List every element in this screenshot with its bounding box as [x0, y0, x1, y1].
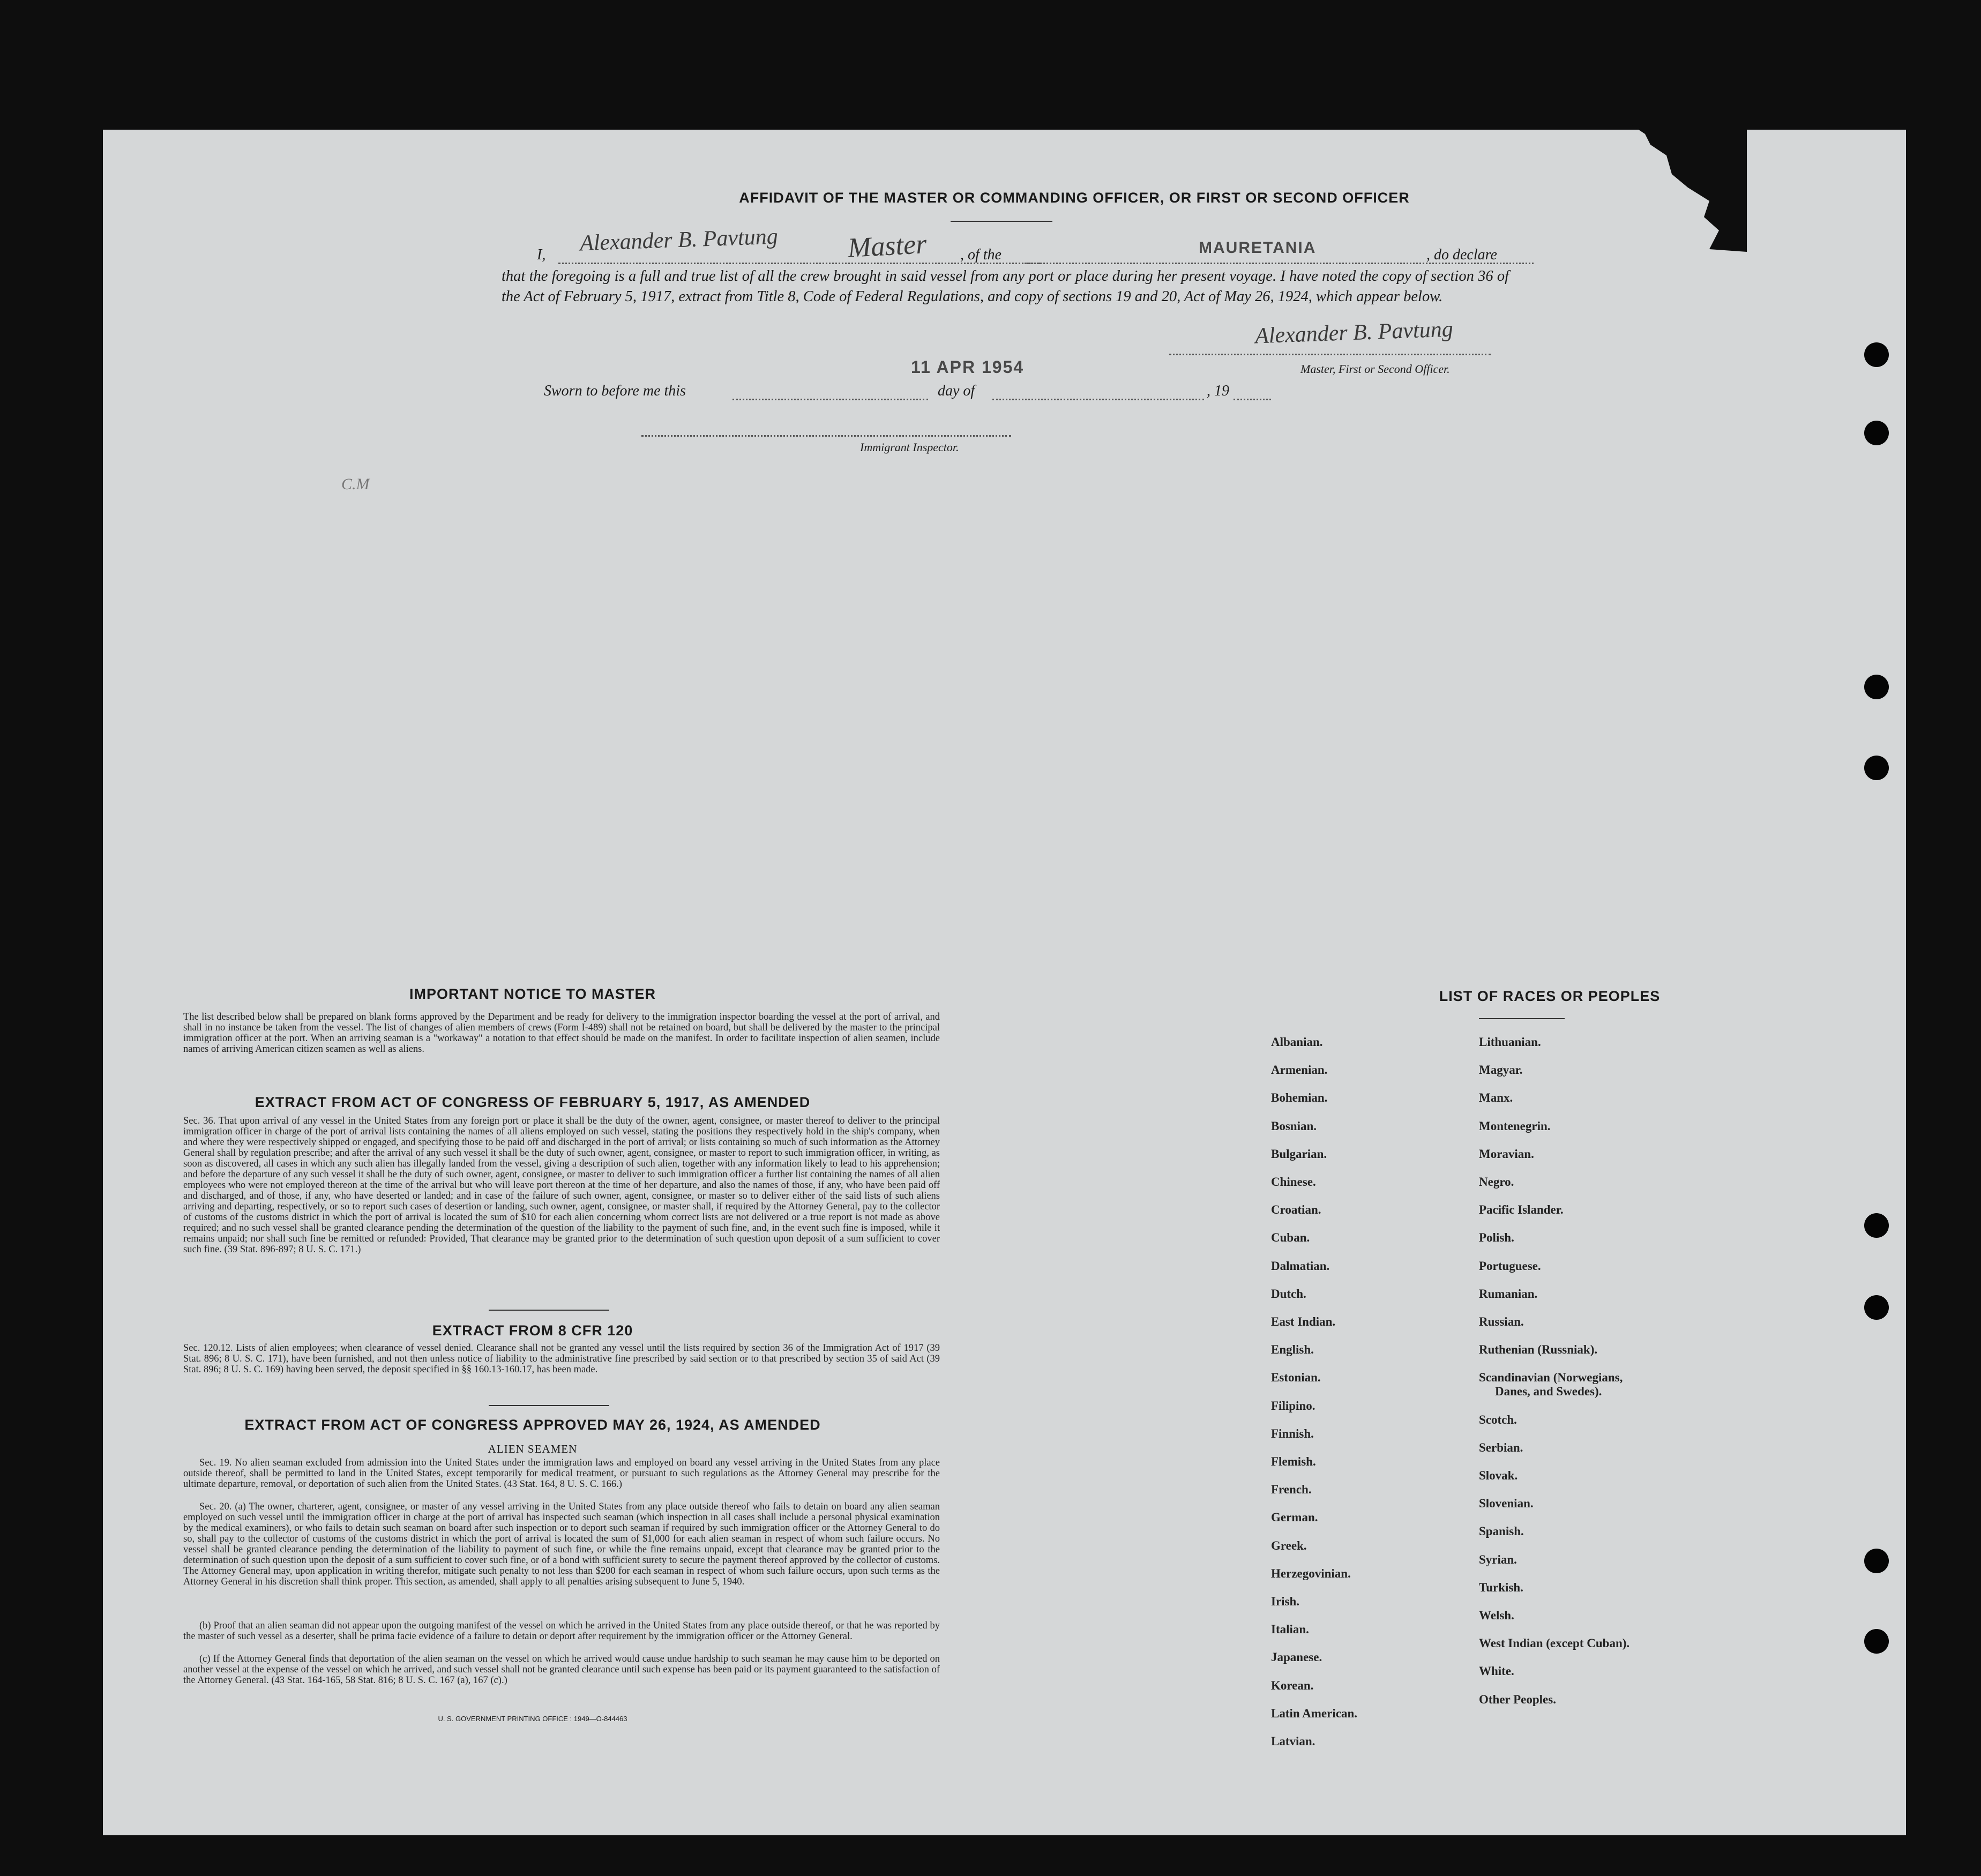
rule-2 [489, 1405, 609, 1406]
race-item: Japanese. [1271, 1650, 1322, 1664]
alien-seamen-subtitle: ALIEN SEAMEN [488, 1442, 578, 1455]
races-title: LIST OF RACES OR PEOPLES [1439, 988, 1661, 1004]
race-item: German. [1271, 1511, 1318, 1524]
extract-1924-title: EXTRACT FROM ACT OF CONGRESS APPROVED MAY 26, 1924, AS AMENDED [244, 1417, 821, 1433]
race-item: Chinese. [1271, 1175, 1316, 1189]
sworn-label: Sworn to before me this [544, 383, 686, 399]
i-label: I, [537, 246, 546, 263]
sworn-day-line [732, 399, 928, 400]
punch-hole-8 [1864, 1629, 1889, 1654]
race-item: Turkish. [1479, 1580, 1523, 1594]
of-the-label: , of the [960, 246, 1001, 263]
race-item: French. [1271, 1483, 1312, 1497]
race-item: Spanish. [1479, 1524, 1524, 1538]
day-of-label: day of [938, 383, 975, 399]
officer-signature: Alexander B. Pavtung [579, 224, 779, 256]
punch-hole-7 [1864, 1549, 1889, 1573]
sworn-month-line [992, 399, 1204, 400]
master-signature: Alexander B. Pavtung [1254, 317, 1454, 349]
race-item: Ruthenian (Russniak). [1479, 1343, 1598, 1357]
race-item: Moravian. [1479, 1147, 1534, 1161]
race-item: Slovak. [1479, 1469, 1518, 1482]
signature-caption: Master, First or Second Officer. [1300, 362, 1450, 376]
rule-1 [489, 1310, 609, 1311]
race-item: Montenegrin. [1479, 1119, 1551, 1133]
race-item: Portuguese. [1479, 1259, 1541, 1273]
race-item: Latvian. [1271, 1735, 1315, 1748]
extract-cfr-text: Sec. 120.12. Lists of alien employees; when clearance of vessel denied. Clearance shall not be granted any vessel until the lists required by section 36 of the Immigration Act of 1917 (39 Stat. 896; 8 U. S. C. 171), have been furnished, and not then unless notice of liability to the administrative fine prescribed by said section or to that prescribed by section 35 of said Act (39 Stat. 896; 8 U. S. C. 169) having been served, the deposit specified in §§ 160.13-160.17, has been made. [183, 1343, 940, 1375]
race-item: Greek. [1271, 1538, 1307, 1552]
sec-20c-text: (c) If the Attorney General finds that deportation of the alien seaman on the vessel on which he arrived would cause undue hardship to such seaman he may cause him to be deported on another vessel at the expense of the vessel on which he arrived, and such vessel shall not be granted clearance until such expense has been paid or its payment guaranteed to the satisfaction of the Attorney General. (43 Stat. 164-165, 58 Stat. 816; 8 U. S. C. 167 (a), 167 (c).) [183, 1654, 940, 1686]
margin-mark: C.M [341, 475, 370, 493]
race-item: Welsh. [1479, 1609, 1514, 1622]
race-item: Pacific Islander. [1479, 1203, 1564, 1217]
punch-hole-1 [1864, 342, 1889, 367]
race-item: English. [1271, 1343, 1314, 1357]
race-item: Korean. [1271, 1678, 1314, 1692]
race-item: Magyar. [1479, 1063, 1523, 1077]
inspector-line [641, 435, 1011, 437]
race-item: Dutch. [1271, 1287, 1306, 1301]
notice-title: IMPORTANT NOTICE TO MASTER [409, 986, 656, 1002]
year-prefix: , 19 [1207, 383, 1229, 399]
race-item: Lithuanian. [1479, 1035, 1541, 1049]
race-item: Irish. [1271, 1595, 1300, 1608]
race-item: Croatian. [1271, 1203, 1321, 1217]
extract-1917-text: Sec. 36. That upon arrival of any vessel in the United States from any foreign port or place it shall be the duty of the owner, agent, consignee, or master thereof to deliver to the principal immigration officer in charge of the port of arrival lists containing the names of all aliens employed on such vessel, stating the positions they respectively hold in the ship's company, when and where they were respectively shipped or engaged, and specifying those to be paid off and discharged in the port of arrival; or lists containing so much of such information as the Attorney General shall by regulation prescribe; and after the arrival of any such vessel it shall be the duty of such owner, agent, consignee, or master to report to such immigration officer, in writing, as soon as discovered, all cases in which any such alien has illegally landed from the vessel, giving a description of such alien, together with any information likely to lead to his apprehension; and before the departure of any such vessel it shall be the duty of such owner, agent, consignee, or master to deliver to such immigration officer a further list containing the names of all alien employees who were not employed thereon at the time of the arrival but who will leave port thereon at the time of her departure, and also the names of those, if any, who have been paid off and discharged, and of those, if any, who have deserted or landed; and in case of the failure of such owner, agent, consignee, or master so to deliver either of the said lists of such aliens arriving and departing, respectively, or so to report such cases of desertion or landing, such owner, agent, consignee, or master shall, if required by the Attorney General, pay to the collector of customs of the customs district in which the port of arrival is located the sum of $10 for each alien concerning whom correct lists are not delivered or a true report is not made as above required; and no such vessel shall be granted clearance pending the determination of the question of the liability to the payment of such fine, and, in the event such fine is imposed, while it remains unpaid; nor shall such fine be remitted or refunded: Provided, That clearance may be granted prior to the determination of such question upon deposit of a sum sufficient to cover such fine. (39 Stat. 896-897; 8 U. S. C. 171.) [183, 1116, 940, 1255]
race-item: Flemish. [1271, 1455, 1316, 1468]
race-item: Dalmatian. [1271, 1259, 1330, 1273]
race-item: Scotch. [1479, 1412, 1517, 1426]
race-item: Herzegovinian. [1271, 1566, 1351, 1580]
race-item: Bohemian. [1271, 1091, 1328, 1105]
rank-handwritten: Master [847, 229, 928, 264]
date-stamp: 11 APR 1954 [911, 357, 1025, 377]
do-declare-label: , do declare [1426, 246, 1497, 263]
race-item: Danes, and Swedes). [1495, 1385, 1602, 1399]
race-item: Other Peoples. [1479, 1692, 1556, 1706]
race-item: Filipino. [1271, 1399, 1315, 1412]
race-item: Cuban. [1271, 1231, 1310, 1245]
vessel-name: MAURETANIA [1199, 239, 1317, 257]
race-item: Polish. [1479, 1231, 1514, 1245]
race-item: Syrian. [1479, 1552, 1517, 1566]
race-item: Russian. [1479, 1315, 1524, 1328]
punch-hole-5 [1864, 1213, 1889, 1238]
race-item: West Indian (except Cuban). [1479, 1636, 1630, 1650]
race-item: Rumanian. [1479, 1287, 1538, 1301]
punch-hole-4 [1864, 756, 1889, 780]
race-item: Serbian. [1479, 1440, 1523, 1454]
notice-text: The list described below shall be prepared on blank forms approved by the Department and be ready for delivery to the immigration inspector boarding the vessel at the port of arrival, and shall in no instance be taken from the vessel. The list of changes of alien members of crews (Form I-489) shall not be retained on board, but shall be delivered by the master to the principal immigration officer at the port. When an arriving seaman is a "workaway" a notation to that effect should be made on the manifest. In order to facilitate inspection of alien seamen, include names of arriving American citizen seamen as well as aliens. [183, 1012, 940, 1055]
title-rule [951, 221, 1052, 222]
affidavit-title: AFFIDAVIT OF THE MASTER OR COMMANDING OFFICER, OR FIRST OR SECOND OFFICER [739, 190, 1410, 206]
races-rule [1479, 1018, 1565, 1019]
race-item: Latin American. [1271, 1706, 1357, 1720]
race-item: Slovenian. [1479, 1497, 1534, 1511]
race-item: Finnish. [1271, 1426, 1314, 1440]
torn-corner [1629, 123, 1747, 252]
punch-hole-2 [1864, 421, 1889, 445]
race-item: Estonian. [1271, 1371, 1321, 1385]
sec-19-text: Sec. 19. No alien seaman excluded from admission into the United States under the immigration laws and employed on board any vessel arriving in the United States from any place outside thereof, shall be permitted to land in the United States, except temporarily for medical treatment, or pursuant to such regulations as the Attorney General may prescribe for the ultimate departure, removal, or deportation of such alien from the United States. (43 Stat. 164, 8 U. S. C. 166.) [183, 1458, 940, 1490]
document-sheet [103, 130, 1906, 1835]
sec-20a-text: Sec. 20. (a) The owner, charterer, agent, consignee, or master of any vessel arriving in the United States from any place outside thereof who fails to detain on board any alien seaman employed on such vessel until the immigration officer in charge at the port of arrival has inspected such seaman (which inspection in all cases shall include a personal physical examination by the medical examiners), or who fails to detain such seaman on board after such inspection or to deport such seaman if required by such immigration officer or the Attorney General to do so, shall pay to the collector of customs of the customs district in which the port of arrival is located the sum of $1,000 for each alien seaman in respect of whom such failure occurs. No vessel shall be granted clearance pending the determination of the liability to payment of such fine, or while the fine remains unpaid, except that clearance may be granted prior to the determination of such question upon the deposit of a sum sufficient to cover such fine, or of a bond with sufficient surety to secure the payment thereof approved by the collector of customs. The Attorney General may, upon application in writing therefor, mitigate such penalty to not less than $200 for each seaman in respect of whom such failure occurs, upon such terms as the Attorney General in his discretion shall think proper. This section, as amended, shall apply to all penalties arising subsequent to June 5, 1940. [183, 1501, 940, 1587]
extract-cfr-title: EXTRACT FROM 8 CFR 120 [432, 1322, 633, 1339]
race-item: Albanian. [1271, 1035, 1323, 1049]
punch-hole-6 [1864, 1295, 1889, 1320]
extract-1917-title: EXTRACT FROM ACT OF CONGRESS OF FEBRUARY 5, 1917, AS AMENDED [255, 1094, 811, 1110]
affidavit-body: that the foregoing is a full and true list of all the crew brought in said vessel from any port or place during her present voyage. I have noted the copy of section 36 of the Act of February 5, 1917, extract from Title 8, Code of Federal Regulations, and copy of sections 19 and 20, Act of May 26, 1924, which appear below. [502, 268, 1509, 305]
race-item: White. [1479, 1664, 1514, 1678]
race-item: Manx. [1479, 1091, 1513, 1105]
race-item: Armenian. [1271, 1063, 1328, 1077]
signature-line [1169, 354, 1491, 355]
race-item: Italian. [1271, 1623, 1309, 1636]
race-item: Scandinavian (Norwegians, [1479, 1371, 1623, 1385]
sec-20b-text: (b) Proof that an alien seaman did not appear upon the outgoing manifest of the vessel on which he arrived in the United States from any place outside thereof, or that he was reported by the master of such vessel as a deserter, shall be prima facie evidence of a failure to detain or deport after requirement by the immigration officer or the Attorney General. [183, 1620, 940, 1642]
sworn-year-line [1234, 399, 1271, 400]
printer-imprint: U. S. GOVERNMENT PRINTING OFFICE : 1949—O-844463 [438, 1715, 627, 1723]
race-item: Bosnian. [1271, 1119, 1317, 1133]
race-item: Bulgarian. [1271, 1147, 1327, 1161]
punch-hole-3 [1864, 675, 1889, 699]
inspector-caption: Immigrant Inspector. [860, 440, 959, 454]
race-item: East Indian. [1271, 1315, 1336, 1328]
race-item: Negro. [1479, 1175, 1514, 1189]
